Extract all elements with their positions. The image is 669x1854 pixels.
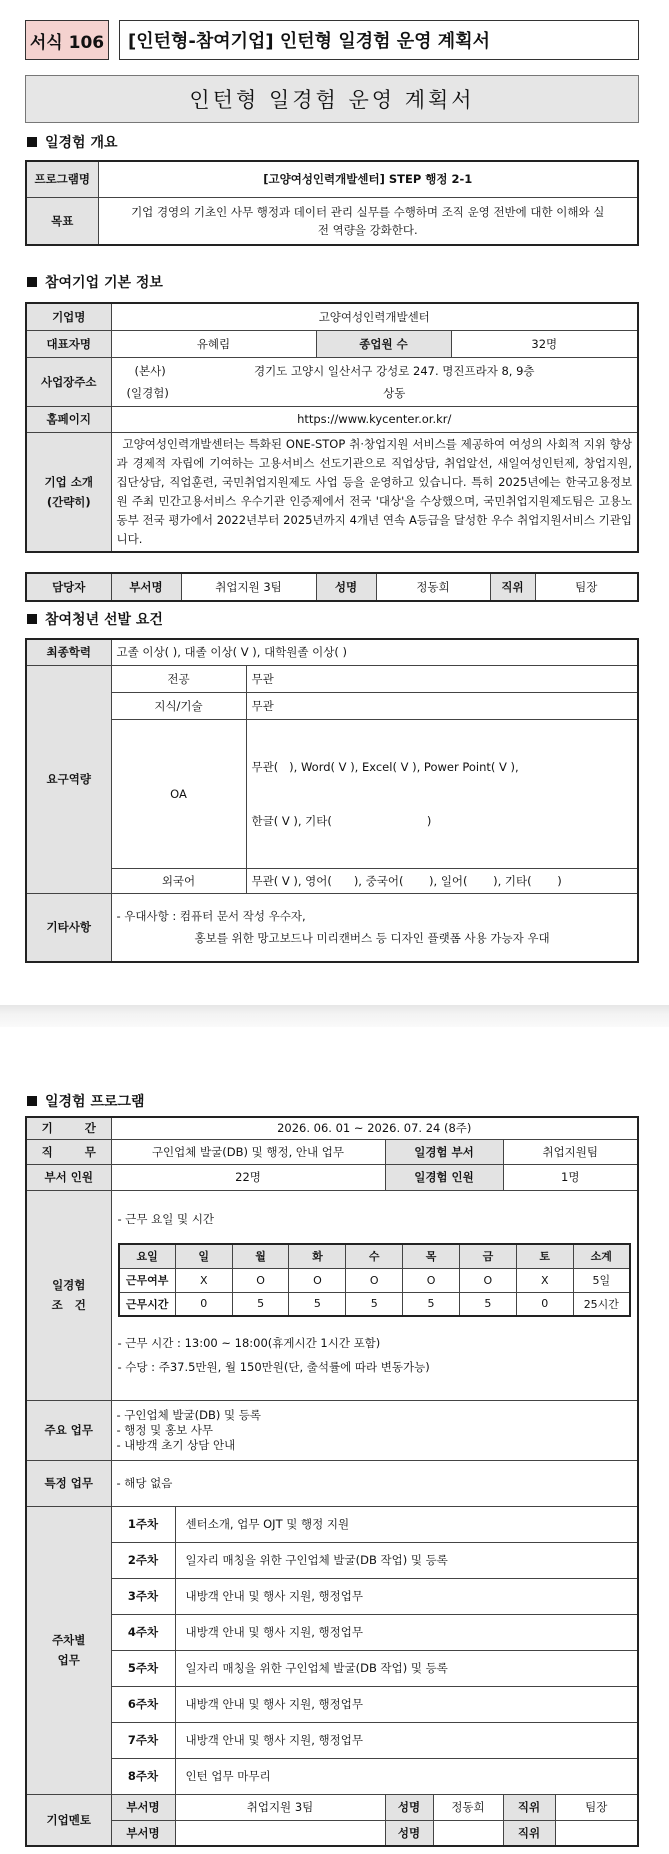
intern-count-value: 1명 (503, 1164, 638, 1190)
major-value: 무관 (246, 665, 638, 692)
goal-value: 기업 경영의 기초인 사무 행정과 데이터 관리 실무를 수행하며 조직 운영 전반에 대한 이해와 실전 역량을 강화한다. (98, 197, 638, 245)
address-hq: 경기도 고양시 일산서구 강성로 247. 명진프라자 8, 9층 (253, 363, 535, 378)
period-label: 기 간 (26, 1117, 111, 1139)
mentor-dept: 취업지원 3팀 (175, 1794, 385, 1820)
conditions-cell (111, 1190, 638, 1400)
intro-value: 고양여성인력개발센터는 특화된 ONE-STOP 취·창업지원 서비스를 제공하여 여성의 사회적 지위 향상과 경제적 자립에 기여하는 고용서비스 선도기관으로 직업상담, 취업알선, 새일여성인턴제, 창업지원, 집단상담, 직업훈련, 국민취업지원제도 사업 등을 운영하고 있습니다. 특히 2025년에는 한국고용정보원 주최 민간고용서비스 우수기관 인증제에서 전국 '대상'을 수상했으며, 국민취업지원제도팀은 고용노동부 전국 평가에서 2022년부터 2025년까지 4개년 연속 A등급을 달성한 우수 취업지원서비스 기관입니다. (111, 432, 638, 552)
address-site: 상동 (383, 385, 406, 400)
mentor-label: 기업멘토 (26, 1794, 111, 1846)
mentor2-name-label: 성명 (385, 1820, 433, 1846)
schedule-cell: 5 (403, 1292, 460, 1316)
mentor2-name (433, 1820, 503, 1846)
page-break-divider (0, 1005, 669, 1027)
mentor2-dept (175, 1820, 385, 1846)
week-task: 센터소개, 업무 OJT 및 행정 지원 (175, 1506, 638, 1542)
skill-value: 무관 (246, 692, 638, 719)
conditions-label: 일경험 조 건 (26, 1190, 111, 1400)
work-time-note: - 근무 시간 : 13:00 ~ 18:00(휴게시간 1시간 포함) (117, 1336, 381, 1350)
dept-staff-label: 부서 인원 (26, 1164, 111, 1190)
language-label: 외국어 (111, 868, 246, 893)
mentor-position: 팀장 (555, 1794, 638, 1820)
section-heading-company-info: 참여기업 기본 정보 (27, 272, 163, 292)
schedule-cell: 근무여부 (119, 1268, 176, 1292)
program-table (25, 1116, 639, 1847)
schedule-cell: 5 (459, 1292, 516, 1316)
mentor2-position (555, 1820, 638, 1846)
form-header (25, 20, 639, 60)
schedule-cell: 5일 (573, 1268, 630, 1292)
dept-staff-value: 22명 (111, 1164, 385, 1190)
week-number: 4주차 (111, 1614, 175, 1650)
schedule-cell: O (346, 1268, 403, 1292)
schedule-cell: 근무시간 (119, 1292, 176, 1316)
intern-count-label: 일경험 인원 (385, 1164, 503, 1190)
weekly-duties-label: 주차별 업무 (26, 1506, 111, 1794)
mentor-dept-label: 부서명 (111, 1794, 175, 1820)
schedule-cell: 5 (232, 1292, 289, 1316)
language-value: 무관( V ), 영어( ), 중국어( ), 일어( ), 기타( ) (246, 868, 638, 893)
schedule-cell: X (175, 1268, 232, 1292)
schedule-cell: 5 (346, 1292, 403, 1316)
homepage-label: 홈페이지 (26, 406, 111, 432)
duty-label: 직 무 (26, 1139, 111, 1164)
week-number: 7주차 (111, 1722, 175, 1758)
oa-label: OA (111, 719, 246, 868)
schedule-table (118, 1243, 632, 1317)
square-bullet-icon (27, 137, 37, 147)
section-heading-overview: 일경험 개요 (27, 132, 118, 152)
required-skills-label: 요구역량 (26, 665, 111, 893)
mentor2-dept-label: 부서명 (111, 1820, 175, 1846)
schedule-cell: 25시간 (573, 1292, 630, 1316)
contact-name: 정동희 (376, 573, 490, 601)
week-number: 3주차 (111, 1578, 175, 1614)
main-duties-value: - 구인업체 발굴(DB) 및 등록 - 행정 및 홍보 사무 - 내방객 초기 상담 안내 (111, 1400, 638, 1460)
schedule-cell: O (459, 1268, 516, 1292)
company-info-table (25, 302, 639, 553)
schedule-header: 일 (175, 1244, 232, 1268)
address-value (111, 357, 638, 406)
homepage-value[interactable]: https://www.kycenter.or.kr/ (111, 406, 638, 432)
week-task: 내방객 안내 및 행사 지원, 행정업무 (175, 1722, 638, 1758)
mentor2-position-label: 직위 (503, 1820, 555, 1846)
document-page-2 (0, 1027, 669, 1854)
week-number: 8주차 (111, 1758, 175, 1794)
mentor-position-label: 직위 (503, 1794, 555, 1820)
contact-name-label: 성명 (316, 573, 376, 601)
schedule-header: 요일 (119, 1244, 176, 1268)
section-heading-program: 일경험 프로그램 (27, 1091, 145, 1111)
week-number: 6주차 (111, 1686, 175, 1722)
square-bullet-icon (27, 614, 37, 624)
work-dept-value: 취업지원팀 (503, 1139, 638, 1164)
pay-note: - 수당 : 주37.5만원, 월 150만원(단, 출석률에 따라 변동가능) (117, 1360, 430, 1374)
contact-label: 담당자 (26, 573, 111, 601)
employees-label: 종업원 수 (316, 330, 451, 357)
major-label: 전공 (111, 665, 246, 692)
employees-value: 32명 (451, 330, 638, 357)
schedule-header: 화 (289, 1244, 346, 1268)
ceo-value: 유혜림 (111, 330, 316, 357)
week-number: 2주차 (111, 1542, 175, 1578)
week-task: 일자리 매칭을 위한 구인업체 발굴(DB 작업) 및 등록 (175, 1650, 638, 1686)
overview-table (25, 160, 639, 246)
schedule-header: 수 (346, 1244, 403, 1268)
square-bullet-icon (27, 1096, 37, 1106)
schedule-header: 목 (403, 1244, 460, 1268)
schedule-header: 소계 (573, 1244, 630, 1268)
conditions-notes (118, 1331, 632, 1379)
square-bullet-icon (27, 277, 37, 287)
program-name-label: 프로그램명 (26, 161, 98, 197)
week-task: 내방객 안내 및 행사 지원, 행정업무 (175, 1578, 638, 1614)
form-header-title: [인턴형-참여기업] 인턴형 일경험 운영 계획서 (119, 20, 639, 60)
education-label: 최종학력 (26, 639, 111, 665)
period-value: 2026. 06. 01 ~ 2026. 07. 24 (8주) (111, 1117, 638, 1139)
section-heading-requirements: 참여청년 선발 요건 (27, 609, 163, 629)
week-task: 내방객 안내 및 행사 지원, 행정업무 (175, 1686, 638, 1722)
schedule-cell: O (403, 1268, 460, 1292)
work-dept-label: 일경험 부서 (385, 1139, 503, 1164)
schedule-cell: O (289, 1268, 346, 1292)
contact-dept: 취업지원 3팀 (181, 573, 316, 601)
week-task: 내방객 안내 및 행사 지원, 행정업무 (175, 1614, 638, 1650)
schedule-header: 금 (459, 1244, 516, 1268)
program-name-value: [고양여성인력개발센터] STEP 행정 2-1 (98, 161, 638, 197)
week-task: 일자리 매칭을 위한 구인업체 발굴(DB 작업) 및 등록 (175, 1542, 638, 1578)
education-value: 고졸 이상( ), 대졸 이상( V ), 대학원졸 이상( ) (111, 639, 638, 665)
company-name-value: 고양여성인력개발센터 (111, 303, 638, 330)
schedule-cell: X (516, 1268, 573, 1292)
main-duties-label: 주요 업무 (26, 1400, 111, 1460)
goal-label: 목표 (26, 197, 98, 245)
special-duties-value: - 해당 없음 (111, 1460, 638, 1506)
contact-dept-label: 부서명 (111, 573, 181, 601)
etc-label: 기타사항 (26, 893, 111, 962)
schedule-cell: 0 (516, 1292, 573, 1316)
skill-label: 지식/기술 (111, 692, 246, 719)
address-site-tag: (일경험) (126, 385, 169, 400)
duty-value: 구인업체 발굴(DB) 및 행정, 안내 업무 (111, 1139, 385, 1164)
week-number: 1주차 (111, 1506, 175, 1542)
ceo-label: 대표자명 (26, 330, 111, 357)
week-task: 인턴 업무 마무리 (175, 1758, 638, 1794)
contact-table (25, 572, 639, 602)
schedule-header: 월 (232, 1244, 289, 1268)
etc-value: - 우대사항 : 컴퓨터 문서 작성 우수자, 홍보를 위한 망고보드나 미리캔버스 등 디자인 플랫폼 사용 가능자 우대 (111, 893, 638, 962)
requirements-table (25, 638, 639, 963)
oa-value: 무관( ), Word( V ), Excel( V ), Power Point( V ), 한글( V ), 기타( ) (246, 719, 638, 868)
company-name-label: 기업명 (26, 303, 111, 330)
form-code-badge: 서식 106 (25, 20, 109, 60)
contact-position: 팀장 (535, 573, 638, 601)
mentor-name-label: 성명 (385, 1794, 433, 1820)
schedule-cell: O (232, 1268, 289, 1292)
address-label: 사업장주소 (26, 357, 111, 406)
special-duties-label: 특정 업무 (26, 1460, 111, 1506)
week-number: 5주차 (111, 1650, 175, 1686)
conditions-intro: - 근무 요일 및 시간 (117, 1212, 215, 1226)
address-hq-tag: (본사) (134, 363, 166, 378)
schedule-cell: 5 (289, 1292, 346, 1316)
schedule-cell: 0 (175, 1292, 232, 1316)
contact-position-label: 직위 (490, 573, 535, 601)
document-title: 인턴형 일경험 운영 계획서 (25, 75, 639, 123)
mentor-name: 정동희 (433, 1794, 503, 1820)
intro-label: 기업 소개 (간략히) (26, 432, 111, 552)
schedule-header: 토 (516, 1244, 573, 1268)
